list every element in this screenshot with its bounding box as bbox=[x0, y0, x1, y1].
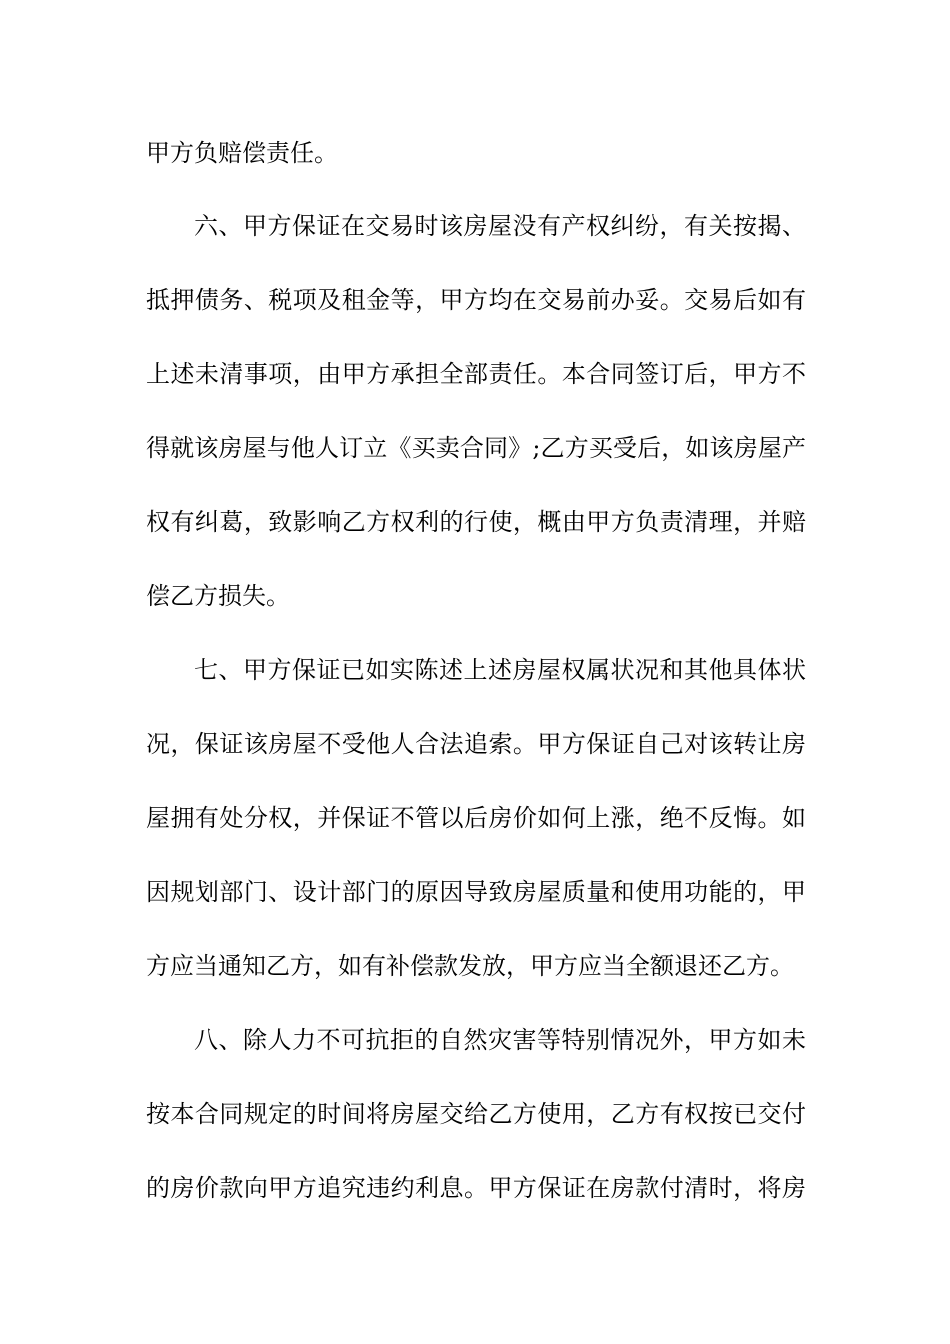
text-line: 因规划部门、设计部门的原因导致房屋质量和使用功能的，甲 bbox=[146, 878, 806, 906]
text-line: 六、甲方保证在交易时该房屋没有产权纠纷，有关按揭、 bbox=[194, 212, 806, 240]
text-line: 八、除人力不可抗拒的自然灾害等特别情况外，甲方如未 bbox=[194, 1026, 806, 1054]
text-line: 况，保证该房屋不受他人合法追索。甲方保证自己对该转让房 bbox=[146, 730, 806, 758]
text-line: 甲方负赔偿责任。 bbox=[146, 139, 338, 167]
text-line: 的房价款向甲方追究违约利息。甲方保证在房款付清时，将房 bbox=[146, 1174, 806, 1202]
text-line: 权有纠葛，致影响乙方权利的行使，概由甲方负责清理，并赔 bbox=[146, 508, 806, 536]
text-line: 七、甲方保证已如实陈述上述房屋权属状况和其他具体状 bbox=[194, 656, 806, 684]
text-line: 按本合同规定的时间将房屋交给乙方使用，乙方有权按已交付 bbox=[146, 1100, 806, 1128]
text-line: 上述未清事项，由甲方承担全部责任。本合同签订后，甲方不 bbox=[146, 360, 806, 388]
text-line: 抵押债务、税项及租金等，甲方均在交易前办妥。交易后如有 bbox=[146, 286, 806, 314]
text-line: 偿乙方损失。 bbox=[146, 582, 290, 610]
text-line: 屋拥有处分权，并保证不管以后房价如何上涨，绝不反悔。如 bbox=[146, 804, 806, 832]
text-line: 方应当通知乙方，如有补偿款发放，甲方应当全额退还乙方。 bbox=[146, 952, 794, 980]
text-line: 得就该房屋与他人订立《买卖合同》;乙方买受后，如该房屋产 bbox=[146, 434, 806, 462]
